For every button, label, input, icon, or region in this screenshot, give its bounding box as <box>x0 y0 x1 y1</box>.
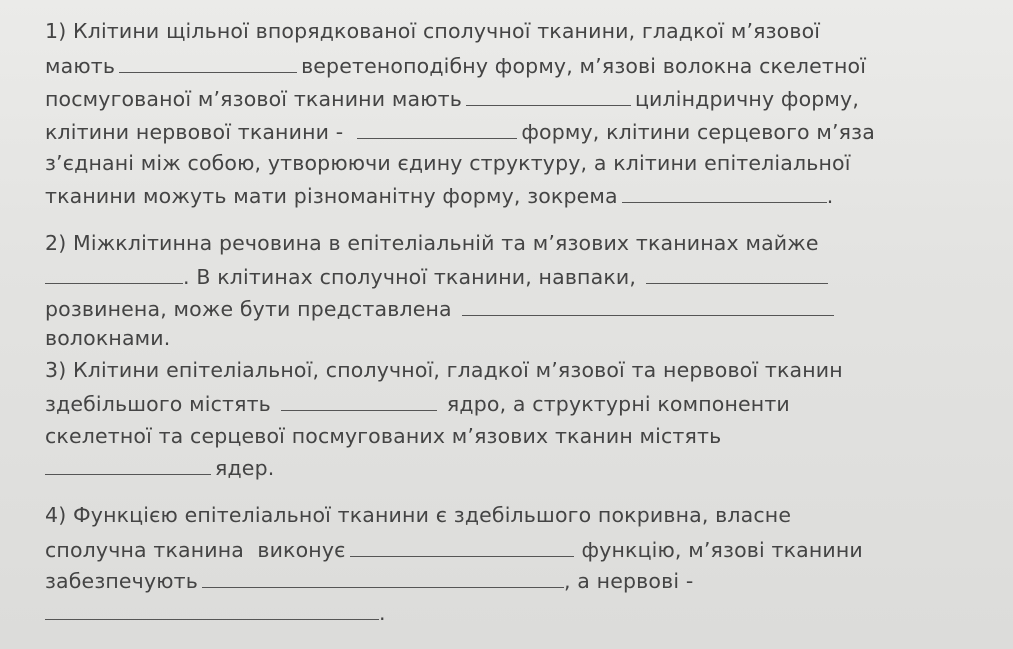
answer-blank[interactable] <box>202 565 564 588</box>
task-1-line-2 <box>45 50 866 80</box>
answer-blank[interactable] <box>45 261 183 284</box>
task-text: ядро, а структурні компоненти <box>446 392 790 416</box>
answer-blank[interactable] <box>45 597 379 620</box>
task-2-line-1 <box>45 228 819 258</box>
task-4-line-3 <box>45 565 693 595</box>
task-text: . В клітинах сполучної тканини, навпаки, <box>183 265 636 289</box>
task-2-line-3 <box>45 293 838 323</box>
task-3-line-2 <box>45 388 790 418</box>
task-3-line-4 <box>45 452 274 482</box>
task-3-line-1 <box>45 355 843 385</box>
task-1-line-6 <box>45 180 833 210</box>
task-1-line-3 <box>45 83 859 113</box>
task-text: розвинена, може бути представлена <box>45 297 452 321</box>
answer-blank[interactable] <box>281 388 437 411</box>
task-4-line-1 <box>45 500 791 530</box>
task-text: волокнами. <box>45 326 171 350</box>
task-text: циліндричну форму, <box>634 87 859 111</box>
answer-blank[interactable] <box>646 261 828 284</box>
task-text: здебільшого містять <box>45 392 271 416</box>
task-1-line-4 <box>45 116 875 146</box>
answer-blank[interactable] <box>119 50 297 73</box>
task-1-line-1 <box>45 16 820 46</box>
task-text: скелетної та серцевої посмугованих м’язових тканин містять <box>45 424 722 448</box>
task-text: . <box>379 601 386 625</box>
task-2-line-2 <box>45 261 832 291</box>
task-text: клітини нервової тканини - <box>45 120 344 144</box>
answer-blank[interactable] <box>466 83 631 106</box>
answer-blank[interactable] <box>357 116 517 139</box>
task-text: тканини можуть мати різноманітну форму, зокрема <box>45 184 618 208</box>
answer-blank[interactable] <box>622 180 827 203</box>
task-4-line-4 <box>45 597 386 627</box>
task-text: з’єднані між собою, утворюючи єдину структуру, а клітини епітеліальної <box>45 151 851 175</box>
task-text: , а нервові - <box>563 569 694 593</box>
task-text: форму, клітини серцевого м’яза <box>521 120 875 144</box>
answer-blank[interactable] <box>462 293 834 316</box>
task-2-line-4 <box>45 323 170 353</box>
task-text: ядер. <box>215 456 275 480</box>
answer-blank[interactable] <box>45 452 211 475</box>
task-text: 2) Міжклітинна речовина в епітеліальній та м’язових тканинах майже <box>45 231 819 255</box>
task-text: . <box>826 184 834 208</box>
task-text: забезпечують <box>45 569 198 593</box>
task-text: 4) Функцією епітеліальної тканини є здебільшого покривна, власне <box>45 503 792 527</box>
task-1-line-5 <box>45 148 851 178</box>
task-text: сполучна тканина виконує <box>45 538 346 562</box>
answer-blank[interactable] <box>350 534 574 557</box>
task-text: веретеноподібну форму, м’язові волокна скелетної <box>301 54 867 78</box>
task-text: посмугованої м’язової тканини мають <box>45 87 462 111</box>
task-text: мають <box>45 54 116 78</box>
task-text: 3) Клітини епітеліальної, сполучної, гладкої м’язової та нервової тканин <box>45 358 843 382</box>
task-3-line-3 <box>45 421 721 451</box>
task-text: функцію, м’язові тканини <box>581 538 863 562</box>
task-text: 1) Клітини щільної впорядкованої сполучної тканини, гладкої м’язової <box>45 19 821 43</box>
task-4-line-2 <box>45 534 863 564</box>
